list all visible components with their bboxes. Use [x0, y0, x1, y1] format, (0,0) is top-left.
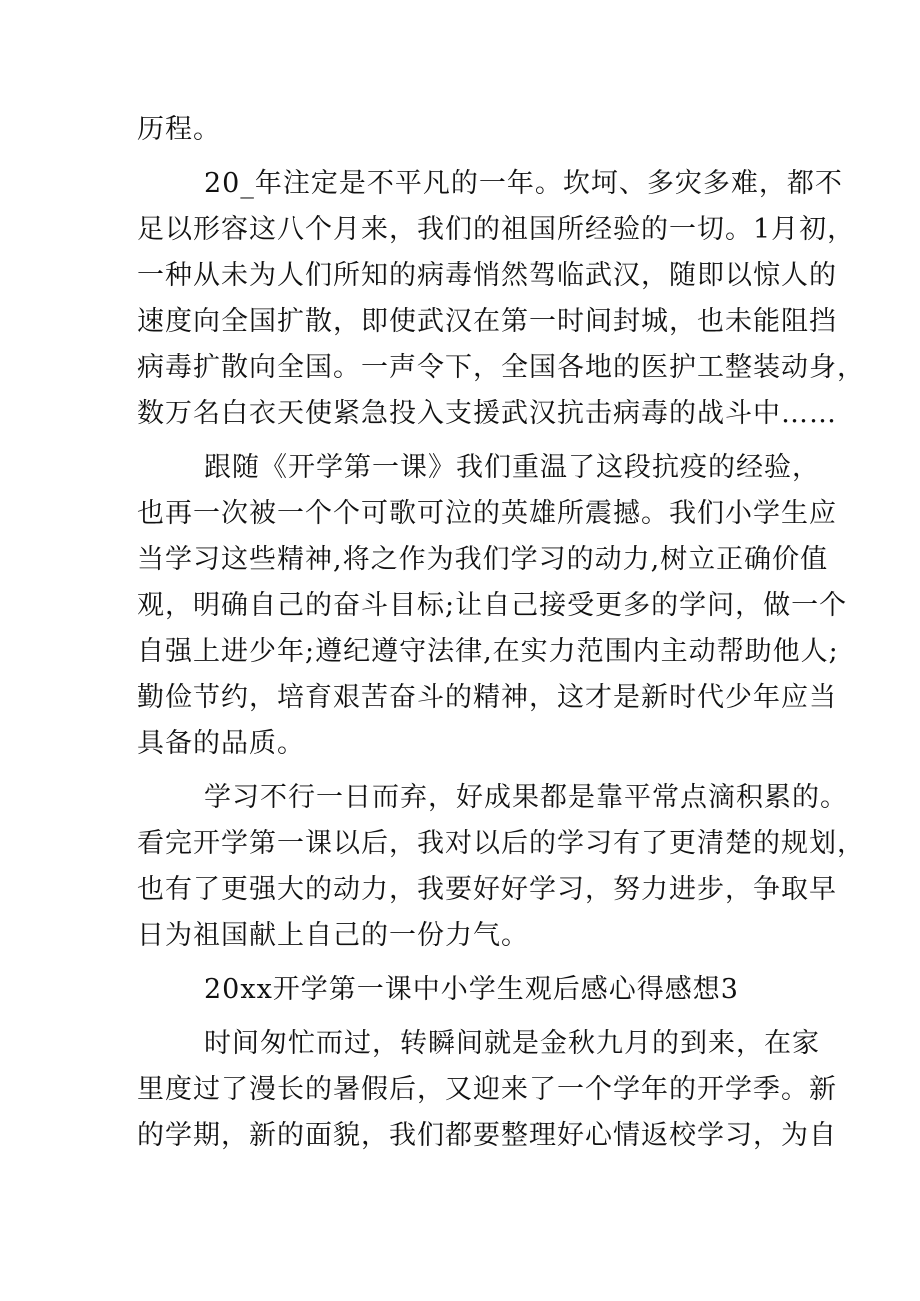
text-line: 里度过了漫长的暑假后，又迎来了一个学年的开学季。新 [137, 1074, 837, 1105]
text-line: 勤俭节约，培育艰苦奋斗的精神，这才是新时代少年应当 [137, 682, 837, 713]
text-line: 数万名白衣天使紧急投入支援武汉抗击病毒的战斗中…… [137, 398, 837, 429]
paragraph-first-line: 跟随《开学第一课》我们重温了这段抗疫的经验， [204, 452, 820, 483]
text-line: 自强上进少年;遵纪遵守法律,在实力范围内主动帮助他人; [137, 636, 839, 667]
text-line: 也有了更强大的动力，我要好好学习，努力进步，争取早 [137, 874, 837, 905]
text-line: 的学期，新的面貌，我们都要整理好心情返校学习，为自 [137, 1120, 837, 1151]
text-line: 足以形容这八个月来，我们的祖国所经验的一切。1月初， [137, 214, 856, 245]
text-line: 历程。 [137, 114, 221, 145]
text-line: 观，明确自己的奋斗目标;让自己接受更多的学问，做一个 [137, 590, 848, 621]
section-heading: 20xx开学第一课中小学生观后感心得感想3 [204, 974, 739, 1005]
text-line: 当学习这些精神,将之作为我们学习的动力,树立正确价值 [137, 544, 829, 575]
text-line: 病毒扩散向全国。一声令下，全国各地的医护工整装动身， [137, 352, 865, 383]
text-line: 也再一次被一个个可歌可泣的英雄所震撼。我们小学生应 [137, 498, 837, 529]
paragraph-first-line: 20_年注定是不平凡的一年。坎坷、多灾多难，都不 [204, 168, 843, 199]
text-line: 速度向全国扩散，即使武汉在第一时间封城，也未能阻挡 [137, 306, 837, 337]
text-line: 日为祖国献上自己的一份力气。 [137, 920, 529, 951]
text-line: 具备的品质。 [137, 728, 305, 759]
text-line: 看完开学第一课以后，我对以后的学习有了更清楚的规划， [137, 828, 865, 859]
paragraph-first-line: 时间匆忙而过，转瞬间就是金秋九月的到来，在家 [204, 1028, 820, 1059]
text-line: 一种从未为人们所知的病毒悄然驾临武汉，随即以惊人的 [137, 260, 837, 291]
paragraph-first-line: 学习不行一日而弃，好成果都是靠平常点滴积累的。 [204, 782, 848, 813]
